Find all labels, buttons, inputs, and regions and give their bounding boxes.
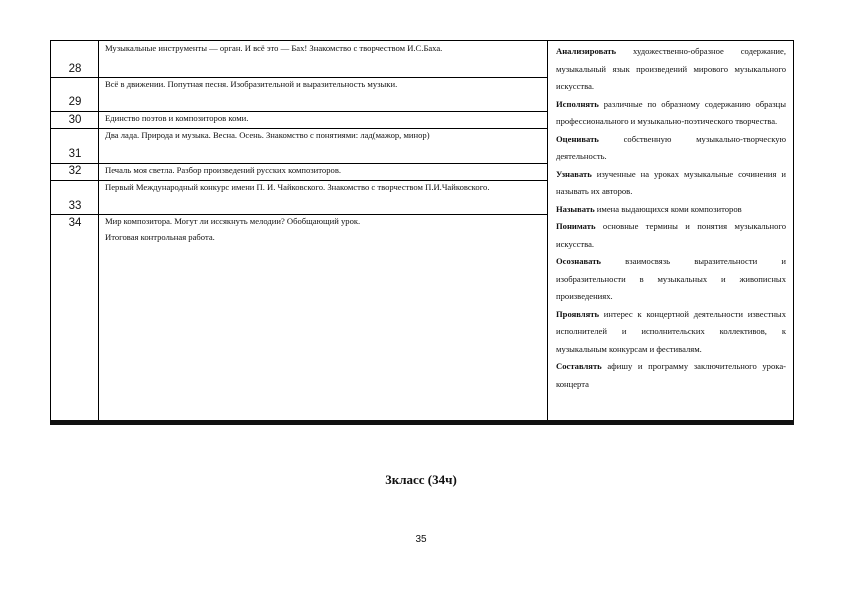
row-divider (51, 214, 99, 215)
lesson-topic: Печаль моя светла. Разбор произведений русских композиторов. (105, 165, 342, 175)
lesson-topic: Единство поэтов и композиторов коми. (105, 113, 249, 123)
lesson-number: 29 (68, 96, 82, 108)
activity-item (556, 358, 786, 393)
activity-item (556, 201, 786, 219)
activity-text: художественно-образное содержание, музыкальный язык произведений мирового музыкального искусства. (556, 46, 786, 91)
activity-text: собственную музыкально-творческую деятельность. (556, 133, 786, 161)
lesson-topic: Два лада. Природа и музыка. Весна. Осень. Знакомство с понятиями: лад(мажор, минор) (105, 130, 430, 140)
lesson-topic: Первый Международный конкурс имени П. И. Чайковского. Знакомство с творчеством П.И.Чайковского. (105, 182, 490, 192)
activity-text: интерес к концертной деятельности известных исполнителей и исполнительских коллективов, к музыкальным конкурсам и фестивалям. (556, 308, 786, 354)
activity-text: афишу и программу заключительного урока-концерта (556, 361, 786, 389)
row-divider (51, 111, 99, 112)
activity-item (556, 218, 786, 253)
row-divider (51, 128, 99, 129)
lesson-number: 28 (68, 63, 82, 75)
activity-verb: Узнавать (556, 168, 592, 179)
row-divider (51, 180, 99, 181)
activity-item (556, 96, 786, 131)
activity-text: различные по образному содержанию образцы профессионального и музыкально-поэтического творчества. (556, 98, 786, 126)
activity-text: изученные на уроках музыкальные сочинения и называть их авторов. (556, 168, 786, 196)
lesson-topic: Мир композитора. Могут ли иссякнуть мелодии? Обобщающий урок. (105, 216, 361, 226)
lesson-number-column (51, 41, 99, 423)
lesson-topic-extra: Итоговая контрольная работа. (105, 232, 215, 242)
lesson-number: 30 (68, 114, 82, 126)
row-divider (99, 163, 548, 164)
lesson-topic: Всё в движении. Попутная песня. Изобразительной и выразительность музыки. (105, 79, 398, 89)
activity-text: имена выдающихся коми композиторов (594, 203, 742, 214)
activities-column (548, 41, 793, 423)
row-divider (99, 128, 548, 129)
activity-verb: Оценивать (556, 133, 599, 144)
lesson-number: 31 (68, 148, 82, 160)
activity-item (556, 43, 786, 96)
activity-item (556, 131, 786, 166)
activity-verb: Исполнять (556, 98, 599, 109)
activity-text: взаимосвязь выразительности и изобразительности в музыкальных и живописных произведениях. (556, 256, 786, 301)
page-number: 35 (415, 534, 427, 545)
row-divider (99, 77, 548, 78)
lesson-table (50, 40, 794, 422)
lesson-number: 33 (68, 200, 82, 212)
activity-text: основные термины и понятия музыкального искусства. (556, 221, 786, 249)
lesson-number: 34 (68, 217, 82, 229)
activity-verb: Анализировать (556, 46, 617, 56)
row-divider (99, 180, 548, 181)
activity-item (556, 166, 786, 201)
activity-verb: Называть (556, 203, 595, 214)
lesson-number: 32 (68, 165, 82, 177)
table-bottom-border (50, 420, 794, 425)
activities-text (556, 43, 786, 393)
activity-item (556, 253, 786, 306)
activity-verb: Составлять (556, 361, 602, 371)
lesson-topic-column (99, 41, 548, 423)
row-divider (99, 111, 548, 112)
section-title: 3класс (34ч) (385, 472, 457, 487)
row-divider (51, 77, 99, 78)
activity-verb: Проявлять (556, 308, 600, 319)
activity-item (556, 306, 786, 359)
row-divider (51, 163, 99, 164)
activity-verb: Осознавать (556, 256, 601, 266)
row-divider (99, 214, 548, 215)
lesson-topic: Музыкальные инструменты — орган. И всё это — Бах! Знакомство с творчеством И.С.Баха. (105, 43, 443, 53)
activity-verb: Понимать (556, 221, 596, 231)
